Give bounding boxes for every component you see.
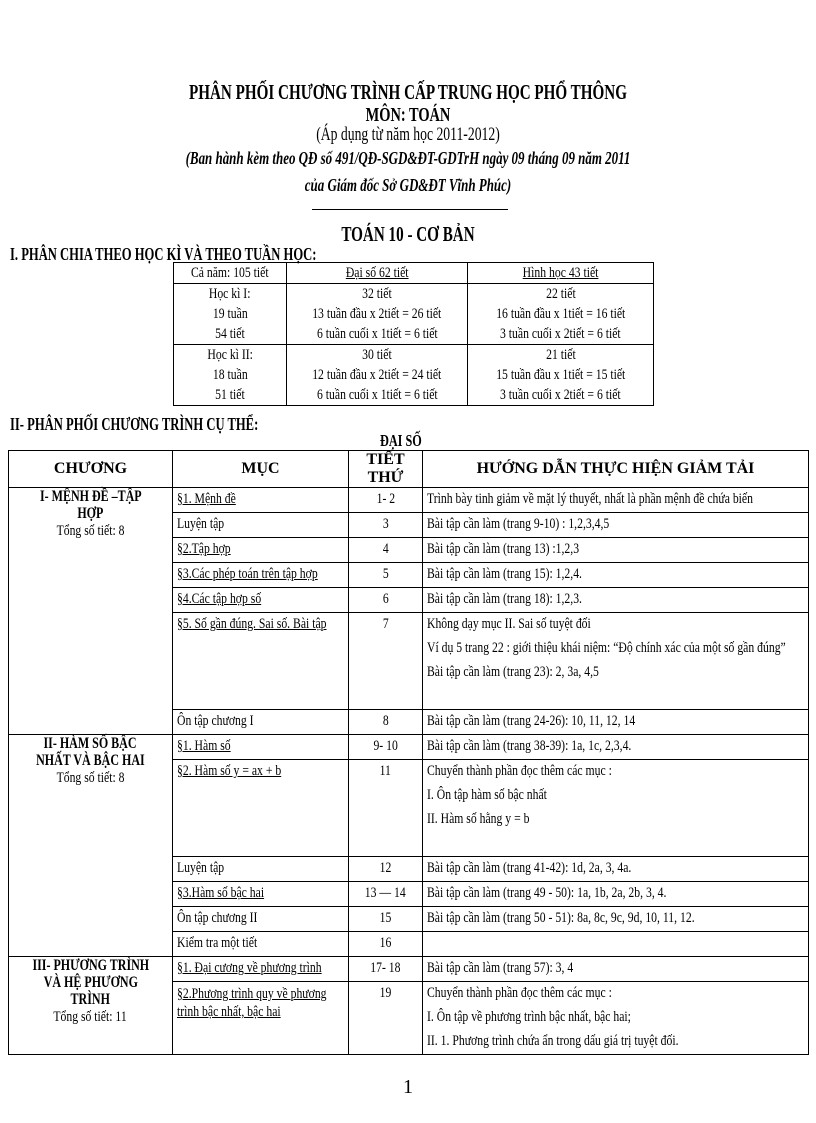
period-cell xyxy=(349,957,423,982)
period-value xyxy=(349,932,422,956)
chapter-total: Tổng số tiết: 8 xyxy=(56,770,125,786)
section-name xyxy=(173,513,348,537)
guide-text: Trình bày tinh giảm về mặt lý thuyết, nhất là phần mệnh đề chứa biến xyxy=(427,491,753,507)
guide-text: Bài tập cần làm (trang 15): 1,2,4. xyxy=(427,566,582,582)
section-cell xyxy=(173,932,349,957)
guide-line xyxy=(423,932,808,956)
section-label: Kiểm tra một tiết xyxy=(177,935,258,951)
period-cell xyxy=(349,982,423,1055)
section-label: §1. Mệnh đề xyxy=(177,491,236,507)
period-value xyxy=(349,488,422,512)
section-label: §4.Các tập hợp số xyxy=(177,591,262,607)
period-value xyxy=(349,760,422,784)
guide-text: II. 1. Phương trình chứa ẩn trong dấu giá trị tuyệt đối. xyxy=(427,1033,679,1049)
guide-line xyxy=(423,735,808,759)
period-value xyxy=(349,882,422,906)
section-cell xyxy=(173,710,349,735)
period-label: 9- 10 xyxy=(373,738,398,754)
chapter-cell xyxy=(9,957,173,1055)
guide-text: Bài tập cần làm (trang 18): 1,2,3. xyxy=(427,591,582,607)
period-value xyxy=(349,857,422,881)
guide-line xyxy=(423,907,808,931)
section-name xyxy=(173,613,348,637)
period-cell xyxy=(349,735,423,760)
guide-cell xyxy=(423,513,809,538)
period-value xyxy=(349,982,422,1006)
guide-text: Chuyển thành phần đọc thêm các mục : xyxy=(427,763,612,779)
guide-line xyxy=(423,832,808,856)
guide-line xyxy=(423,588,808,612)
period-cell xyxy=(349,488,423,513)
table-header-row xyxy=(9,451,809,488)
guide-cell xyxy=(423,957,809,982)
period-cell xyxy=(349,710,423,735)
guide-line xyxy=(423,808,808,832)
guide-text: Chuyển thành phần đọc thêm các mục : xyxy=(427,985,612,1001)
guide-cell xyxy=(423,613,809,710)
chapter-cell xyxy=(9,735,173,957)
semester-summary-table xyxy=(173,262,654,406)
decision-line: (Ban hành kèm theo QĐ số 491/QĐ-SGD&ĐT-GDTrH ngày 09 tháng 09 năm 2011 xyxy=(185,148,631,168)
guide-line xyxy=(423,637,808,661)
chapter-cell xyxy=(9,488,173,735)
guide-cell xyxy=(423,882,809,907)
period-cell xyxy=(349,538,423,563)
section-label: §1. Hàm số xyxy=(177,738,231,754)
section-label: Luyện tập xyxy=(177,860,225,876)
period-value xyxy=(349,538,422,562)
program-table xyxy=(8,450,809,1055)
guide-line xyxy=(423,1006,808,1030)
section-cell xyxy=(173,735,349,760)
period-label: 12 xyxy=(379,860,392,876)
summary-header-geometry: Hình học 43 tiết xyxy=(468,263,654,284)
period-value xyxy=(349,563,422,587)
guide-text: Bài tập cần làm (trang 49 - 50): 1a, 1b, 2a, 2b, 3, 4. xyxy=(427,885,667,901)
section-cell xyxy=(173,538,349,563)
section-name xyxy=(173,907,348,931)
guide-line xyxy=(423,685,808,709)
chapter-name-line: II- HÀM SỐ BẬC xyxy=(43,735,137,752)
section-label: §2.Tập hợp xyxy=(177,541,231,557)
section-label: §2.Phương trình quy về phương trình bậc nhất, bậc hai xyxy=(177,986,327,1020)
section-name xyxy=(173,882,348,906)
course-title: TOÁN 10 - CƠ BẢN xyxy=(341,222,475,246)
guide-line xyxy=(423,1030,808,1054)
chapter-total: Tổng số tiết: 11 xyxy=(53,1009,128,1025)
guide-line xyxy=(423,857,808,881)
period-cell xyxy=(349,563,423,588)
summary-cell: Học kì I: 19 tuần 54 tiết xyxy=(174,284,287,345)
section-name xyxy=(173,538,348,562)
section-name xyxy=(173,857,348,881)
period-label: 7 xyxy=(382,616,389,632)
section-cell xyxy=(173,613,349,710)
period-cell xyxy=(349,613,423,710)
summary-cell: 32 tiết 13 tuần đầu x 2tiết = 26 tiết 6 tuần cuối x 1tiết = 6 tiết xyxy=(287,284,468,345)
guide-cell xyxy=(423,710,809,735)
section-name xyxy=(173,588,348,612)
guide-cell xyxy=(423,932,809,957)
period-cell xyxy=(349,882,423,907)
period-cell xyxy=(349,760,423,857)
section-label: §2. Hàm số y = ax + b xyxy=(177,763,282,779)
chapter-name-line: I- MỆNH ĐỀ –TẬP xyxy=(39,488,142,505)
section-label: §3.Hàm số bậc hai xyxy=(177,885,265,901)
period-value xyxy=(349,735,422,759)
period-label: 19 xyxy=(379,985,392,1001)
period-label: 15 xyxy=(379,910,392,926)
guide-line xyxy=(423,982,808,1006)
section-name xyxy=(173,563,348,587)
period-label: 4 xyxy=(382,541,389,557)
guide-text: Bài tập cần làm (trang 57): 3, 4 xyxy=(427,960,574,976)
page-number: 1 xyxy=(403,1076,413,1098)
guide-cell xyxy=(423,760,809,857)
guide-text: Không dạy mục II. Sai số tuyệt đối xyxy=(427,616,591,632)
col-header-guide: HƯỚNG DẪN THỰC HIỆN GIẢM TẢI xyxy=(423,451,809,488)
guide-line xyxy=(423,957,808,981)
period-label: 6 xyxy=(382,591,389,607)
section-label: §5. Số gần đúng. Sai số. Bài tập xyxy=(177,616,327,632)
guide-line xyxy=(423,538,808,562)
section-cell xyxy=(173,982,349,1055)
guide-line xyxy=(423,784,808,808)
period-label: 11 xyxy=(379,763,392,779)
guide-text: Ví dụ 5 trang 22 : giới thiệu khái niệm: “Độ chính xác của một số gần đúng” xyxy=(427,640,786,656)
section-label: §1. Đại cương về phương trình xyxy=(177,960,322,976)
summary-cell: 21 tiết 15 tuần đầu x 1tiết = 15 tiết 3 tuần cuối x 2tiết = 6 tiết xyxy=(468,345,654,406)
chapter-name-line: TRÌNH xyxy=(70,991,111,1008)
guide-line xyxy=(423,563,808,587)
period-label: 8 xyxy=(382,713,389,729)
guide-line xyxy=(423,882,808,906)
period-label: 16 xyxy=(379,935,392,951)
section-name xyxy=(173,982,348,1021)
table-row xyxy=(9,488,809,513)
guide-cell xyxy=(423,538,809,563)
guide-line xyxy=(423,613,808,637)
subject-title: MÔN: TOÁN xyxy=(365,104,451,126)
section-cell xyxy=(173,488,349,513)
summary-cell: Học kì II: 18 tuần 51 tiết xyxy=(174,345,287,406)
period-cell xyxy=(349,932,423,957)
guide-cell xyxy=(423,488,809,513)
chapter-total: Tổng số tiết: 8 xyxy=(56,523,125,539)
chapters-body xyxy=(9,488,809,1055)
section-label: Ôn tập chương I xyxy=(177,713,254,729)
guide-text: I. Ôn tập về phương trình bậc nhất, bậc hai; xyxy=(427,1009,631,1025)
guide-text: Bài tập cần làm (trang 24-26): 10, 11, 12, 14 xyxy=(427,713,636,729)
guide-cell xyxy=(423,857,809,882)
period-label: 1- 2 xyxy=(376,491,395,507)
section-name xyxy=(173,488,348,512)
period-value xyxy=(349,907,422,931)
section-label: §3.Các phép toán trên tập hợp xyxy=(177,566,318,582)
period-cell xyxy=(349,513,423,538)
guide-text: Bài tập cần làm (trang 41-42): 1d, 2a, 3, 4a. xyxy=(427,860,632,876)
period-label: 3 xyxy=(382,516,389,532)
period-label: 13 — 14 xyxy=(365,885,406,901)
guide-cell xyxy=(423,982,809,1055)
guide-cell xyxy=(423,588,809,613)
section-name xyxy=(173,957,348,981)
summary-cell: 22 tiết 16 tuần đầu x 1tiết = 16 tiết 3 tuần cuối x 2tiết = 6 tiết xyxy=(468,284,654,345)
summary-cell: 30 tiết 12 tuần đầu x 2tiết = 24 tiết 6 tuần cuối x 1tiết = 6 tiết xyxy=(287,345,468,406)
period-value xyxy=(349,513,422,537)
chapter-name-line: III- PHƯƠNG TRÌNH xyxy=(32,957,149,974)
guide-cell xyxy=(423,563,809,588)
issuer-line: của Giám đốc Sở GD&ĐT Vĩnh Phúc) xyxy=(304,175,512,195)
section-cell xyxy=(173,907,349,932)
period-value xyxy=(349,957,422,981)
guide-text: Bài tập cần làm (trang 13) :1,2,3 xyxy=(427,541,580,557)
guide-text: II. Hàm số hằng y = b xyxy=(427,811,530,827)
period-cell xyxy=(349,857,423,882)
period-label: 17- 18 xyxy=(370,960,401,976)
guide-text: I. Ôn tập hàm số bậc nhất xyxy=(427,787,547,803)
guide-cell xyxy=(423,735,809,760)
guide-line xyxy=(423,710,808,734)
document-title: PHÂN PHỐI CHƯƠNG TRÌNH CẤP TRUNG HỌC PHỔ THÔNG xyxy=(189,80,627,104)
section-label: Luyện tập xyxy=(177,516,225,532)
table-row xyxy=(9,957,809,982)
period-cell xyxy=(349,907,423,932)
section-1-title: I. PHÂN CHIA THEO HỌC KÌ VÀ THEO TUẦN HỌC: xyxy=(10,244,317,264)
section-label: Ôn tập chương II xyxy=(177,910,258,926)
section-name xyxy=(173,760,348,784)
period-value xyxy=(349,613,422,637)
guide-text: Bài tập cần làm (trang 38-39): 1a, 1c, 2,3,4. xyxy=(427,738,632,754)
period-value xyxy=(349,710,422,734)
chapter-name-line: NHẤT VÀ BẬC HAI xyxy=(36,752,145,769)
section-cell xyxy=(173,882,349,907)
section-name xyxy=(173,710,348,734)
section-name xyxy=(173,932,348,956)
guide-line xyxy=(423,760,808,784)
col-header-section: MỤC xyxy=(173,451,349,488)
guide-cell xyxy=(423,907,809,932)
section-cell xyxy=(173,857,349,882)
section-cell xyxy=(173,957,349,982)
section-cell xyxy=(173,513,349,538)
chapter-name-line: VÀ HỆ PHƯƠNG xyxy=(43,974,138,991)
guide-line xyxy=(423,488,808,512)
section-cell xyxy=(173,563,349,588)
table-row xyxy=(9,735,809,760)
guide-line xyxy=(423,661,808,685)
section-cell xyxy=(173,760,349,857)
guide-text: Bài tập cần làm (trang 9-10) : 1,2,3,4,5 xyxy=(427,516,610,532)
applied-year: (Áp dụng từ năm học 2011-2012) xyxy=(316,124,500,145)
guide-text: Bài tập cần làm (trang 23): 2, 3a, 4,5 xyxy=(427,664,599,680)
summary-header-year: Cả năm: 105 tiết xyxy=(174,263,287,284)
guide-line xyxy=(423,513,808,537)
algebra-label: ĐẠI SỐ xyxy=(380,431,422,450)
period-value xyxy=(349,588,422,612)
guide-text: Bài tập cần làm (trang 50 - 51): 8a, 8c, 9c, 9d, 10, 11, 12. xyxy=(427,910,695,926)
header-divider xyxy=(312,209,508,210)
col-header-chapter: CHƯƠNG xyxy=(9,451,173,488)
period-cell xyxy=(349,588,423,613)
chapter-name-line: HỢP xyxy=(77,505,104,522)
section-2-title: II- PHÂN PHỐI CHƯƠNG TRÌNH CỤ THỂ: xyxy=(10,414,259,434)
section-cell xyxy=(173,588,349,613)
section-name xyxy=(173,735,348,759)
col-header-period: TIẾT THỨ xyxy=(349,451,423,488)
summary-header-algebra: Đại số 62 tiết xyxy=(287,263,468,284)
period-label: 5 xyxy=(382,566,389,582)
